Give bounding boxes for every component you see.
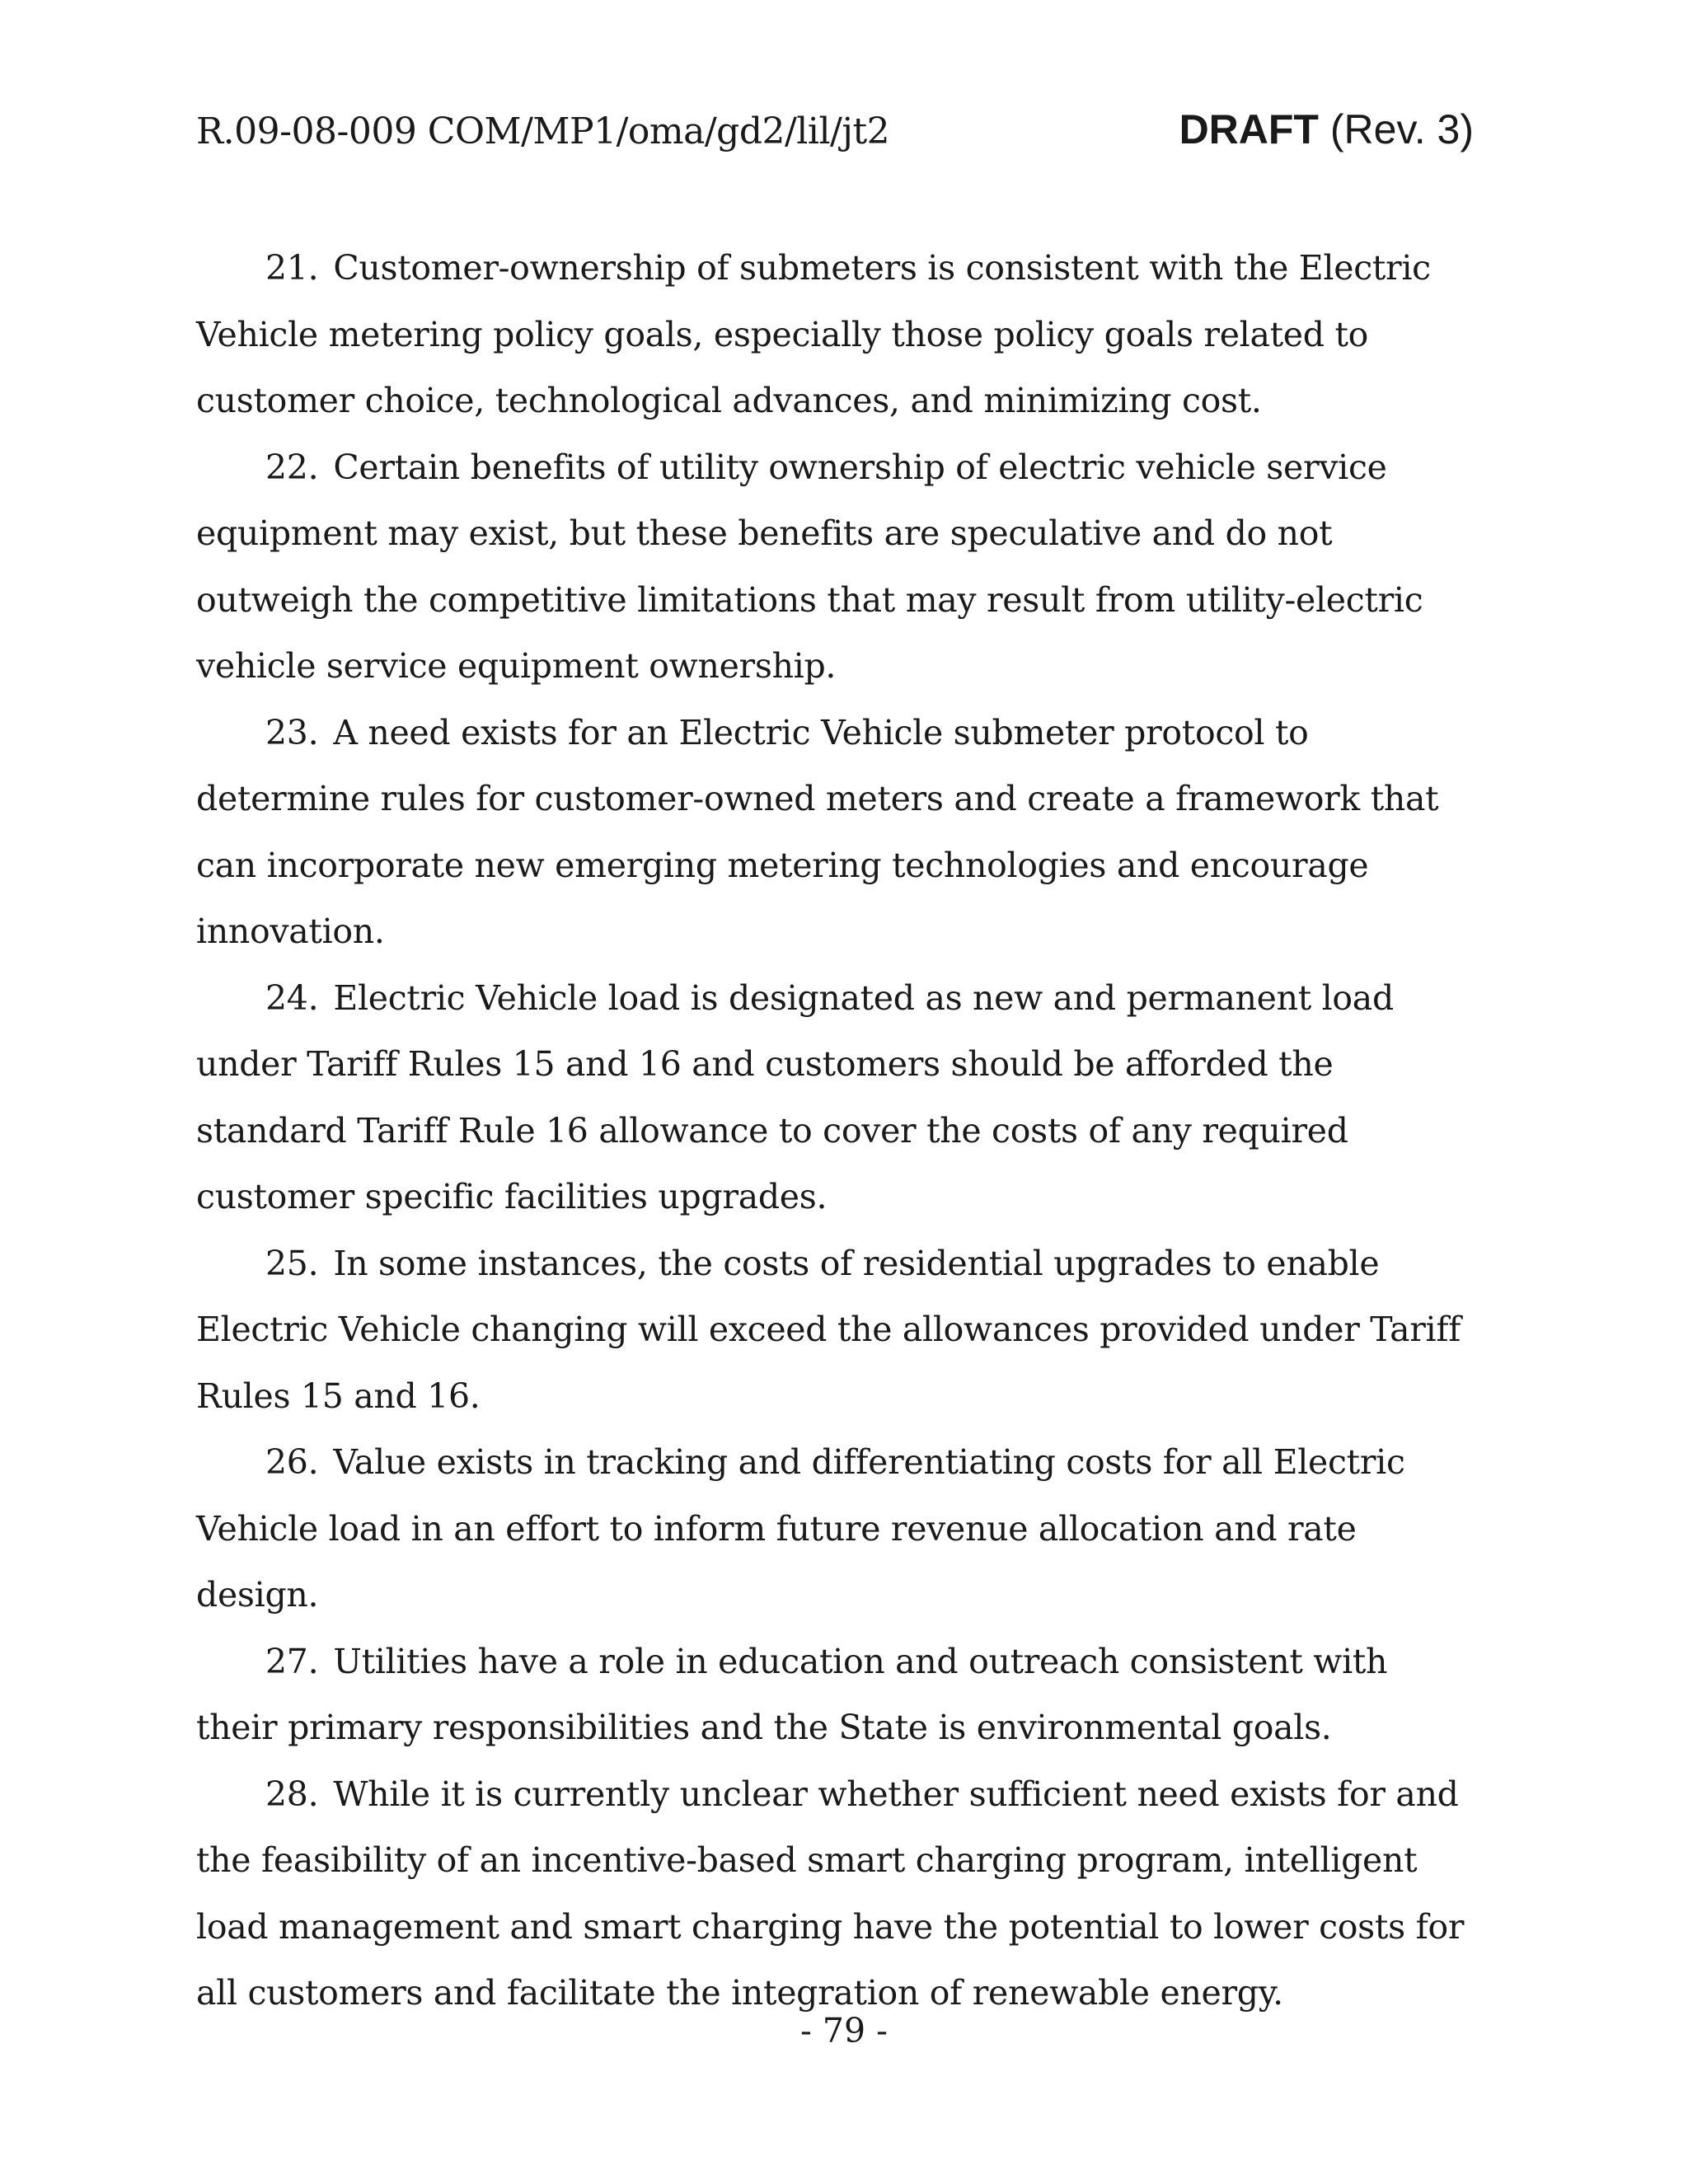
- finding-text: While it is currently unclear whether sufficient need exists for and the feasibility of an incentive-based smart charging program, intelligent load management and smart charging have the potential to lower costs for all customers and facilitate the integration of renewable energy.: [196, 1774, 1465, 2013]
- finding-text: Value exists in tracking and differentiating costs for all Electric Vehicle load in an effort to inform future revenue allocation and rate design.: [196, 1442, 1405, 1615]
- document-reference: R.09-08-009 COM/MP1/oma/gd2/lil/jt2: [196, 110, 890, 152]
- finding-text: A need exists for an Electric Vehicle submeter protocol to determine rules for customer-owned meters and create a framework that can incorporate new emerging metering technologies and encourage innovation.: [196, 712, 1439, 951]
- finding-number: 26.: [265, 1442, 319, 1482]
- finding-paragraph-25: [196, 1230, 1470, 1430]
- finding-paragraph-26: [196, 1429, 1470, 1629]
- finding-text: Utilities have a role in education and outreach consistent with their primary responsibilities and the State is environmental goals.: [196, 1641, 1388, 1747]
- finding-text: Certain benefits of utility ownership of electric vehicle service equipment may exist, but these benefits are speculative and do not outweigh the competitive limitations that may result from utility-electric vehicle service equipment ownership.: [196, 447, 1423, 686]
- finding-number: 25.: [265, 1243, 319, 1283]
- finding-paragraph-24: [196, 965, 1470, 1230]
- page-number: - 79 -: [800, 2011, 888, 2050]
- finding-paragraph-22: [196, 434, 1470, 700]
- draft-stamp: [1179, 105, 1474, 153]
- finding-number: 27.: [265, 1641, 319, 1681]
- finding-text: Electric Vehicle load is designated as new and permanent load under Tariff Rules 15 and 16 and customers should be afforded the standard Tariff Rule 16 allowance to cover the costs of any required customer specific facilities upgrades.: [196, 977, 1394, 1216]
- finding-number: 22.: [265, 447, 319, 487]
- finding-number: 23.: [265, 712, 319, 752]
- finding-paragraph-21: [196, 235, 1470, 434]
- finding-number: 21.: [265, 248, 319, 288]
- finding-paragraph-28: [196, 1761, 1470, 2027]
- finding-number: 24.: [265, 977, 319, 1018]
- findings-body: [196, 235, 1470, 2027]
- finding-text: In some instances, the costs of residential upgrades to enable Electric Vehicle changing will exceed the allowances provided under Tariff Rules 15 and 16.: [196, 1243, 1461, 1416]
- draft-label: DRAFT: [1179, 106, 1319, 152]
- finding-paragraph-27: [196, 1629, 1470, 1761]
- finding-paragraph-23: [196, 700, 1470, 965]
- revision-label: (Rev. 3): [1329, 106, 1474, 152]
- finding-number: 28.: [265, 1774, 319, 1814]
- page-header: [196, 105, 1474, 163]
- finding-text: Customer-ownership of submeters is consistent with the Electric Vehicle metering policy goals, especially those policy goals related to customer choice, technological advances, and minimizing cost.: [196, 248, 1431, 420]
